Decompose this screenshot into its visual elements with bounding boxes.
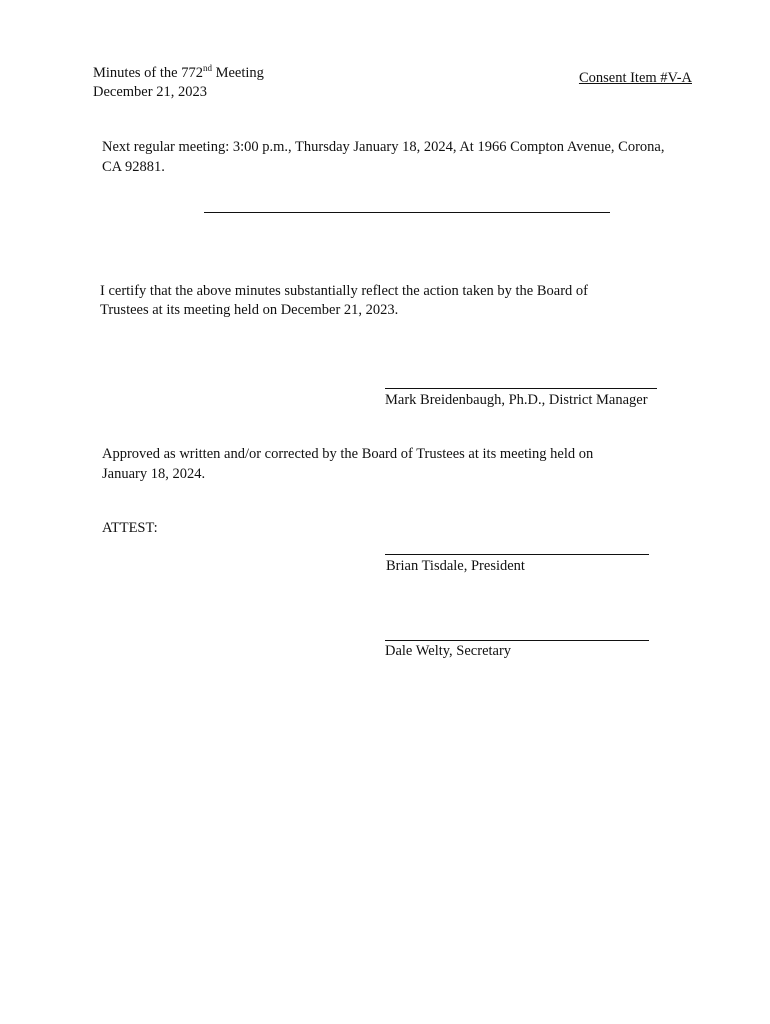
consent-item-label: Consent Item #V-A bbox=[578, 70, 692, 86]
approval-line-2: January 18, 2024. bbox=[102, 466, 206, 482]
secretary-signature-name: Dale Welty, Secretary bbox=[385, 643, 512, 659]
president-signature-line bbox=[385, 554, 649, 555]
manager-signature-line bbox=[385, 388, 657, 389]
minutes-title bbox=[93, 63, 264, 83]
minutes-title-ordinal: nd bbox=[202, 63, 212, 73]
president-signature-name: Brian Tisdale, President bbox=[386, 558, 525, 574]
certify-line-2: Trustees at its meeting held on December 21, 2023. bbox=[100, 302, 399, 318]
minutes-title-rest: Meeting bbox=[211, 65, 264, 81]
next-meeting-line-2: CA 92881. bbox=[102, 159, 165, 175]
manager-signature-name: Mark Breidenbaugh, Ph.D., District Manager bbox=[385, 392, 648, 408]
minutes-title-prefix: Minutes of the 772 bbox=[93, 65, 203, 81]
certify-line-1: I certify that the above minutes substantially reflect the action taken by the Board of bbox=[100, 283, 589, 299]
next-meeting-line-1: Next regular meeting: 3:00 p.m., Thursday January 18, 2024, At 1966 Compton Avenue, Corona, bbox=[102, 139, 665, 155]
attest-label: ATTEST: bbox=[102, 520, 158, 536]
section-divider bbox=[204, 212, 610, 213]
minutes-date: December 21, 2023 bbox=[93, 84, 207, 100]
approval-line-1: Approved as written and/or corrected by the Board of Trustees at its meeting held on bbox=[102, 446, 594, 462]
